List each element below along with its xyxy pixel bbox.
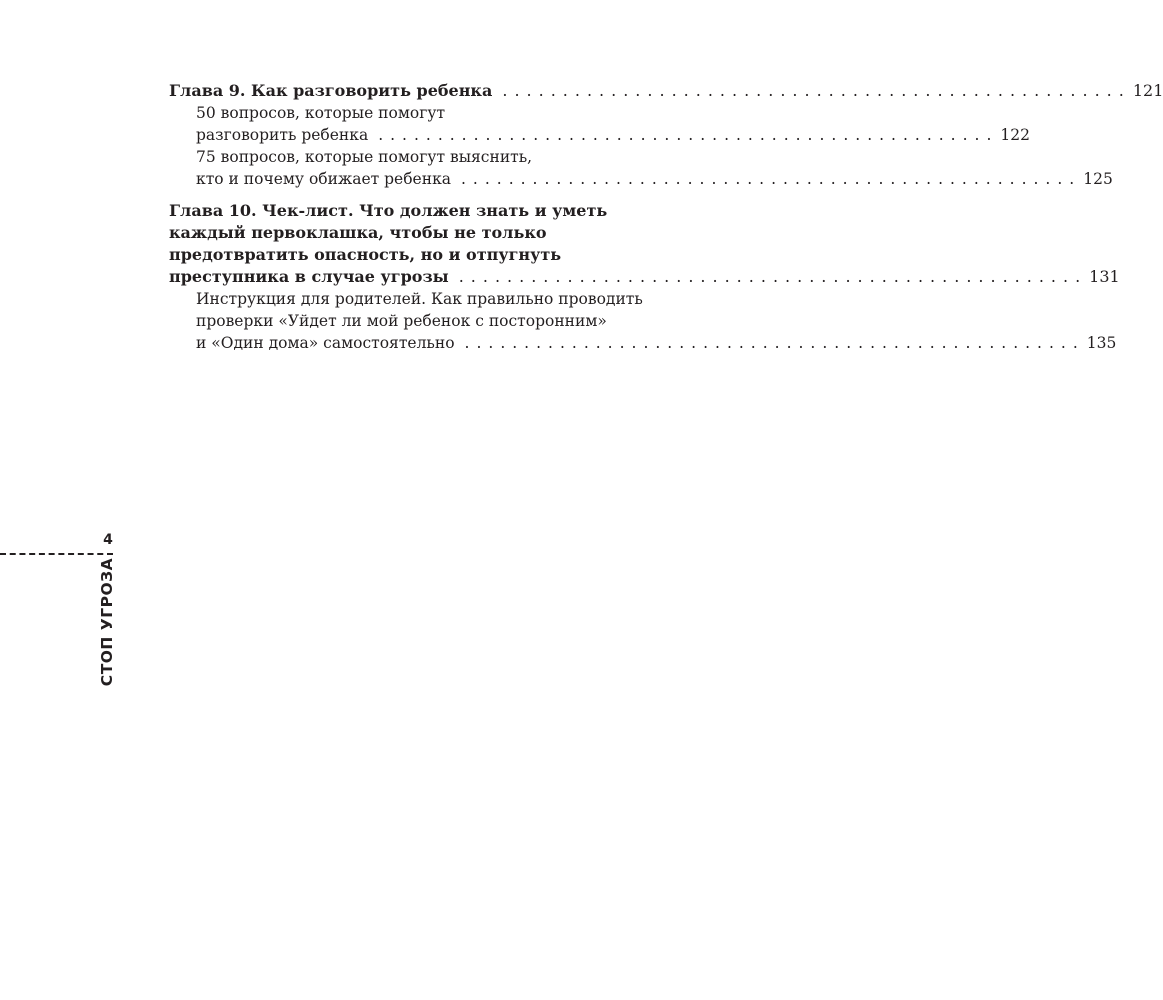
page-number: 4 bbox=[103, 532, 113, 548]
dot-leader: .................................................... bbox=[464, 334, 1085, 352]
toc-entry-chapter-9[interactable] bbox=[169, 80, 1163, 102]
page-ref: 121 bbox=[1132, 81, 1163, 100]
section-title-line: 75 вопросов, которые помогут выяснить, bbox=[196, 148, 533, 166]
toc-section-line bbox=[169, 310, 681, 332]
section-title-line: и «Один дома» самостоятельно bbox=[196, 334, 455, 352]
page-ref: 131 bbox=[1089, 267, 1120, 286]
chapter-title-line: предотвратить опасность, но и отпугнуть bbox=[169, 245, 562, 264]
running-title: СТОП УГРОЗА bbox=[98, 557, 116, 687]
section-title-line: проверки «Уйдет ли мой ребенок с посторонним» bbox=[196, 312, 607, 330]
toc-section-line bbox=[169, 288, 681, 310]
toc-entry-chapter-10[interactable] bbox=[169, 266, 1120, 288]
toc-entry-section[interactable] bbox=[169, 168, 1113, 190]
chapter-title-line: каждый первоклашка, чтобы не только bbox=[169, 223, 547, 242]
dot-leader: .................................................... bbox=[378, 126, 999, 144]
toc-section-line bbox=[169, 102, 681, 124]
chapter-title: Глава 9. Как разговорить ребенка bbox=[169, 81, 493, 100]
toc-section-line bbox=[169, 146, 681, 168]
page-ref: 135 bbox=[1086, 334, 1117, 352]
page-ref: 122 bbox=[1000, 126, 1030, 144]
margin-dashed-rule bbox=[0, 553, 113, 555]
section-title-line: кто и почему обижает ребенка bbox=[196, 170, 451, 188]
section-title-line: 50 вопросов, которые помогут bbox=[196, 104, 446, 122]
toc-entry-section[interactable] bbox=[169, 332, 1117, 354]
dot-leader: .................................................... bbox=[458, 267, 1088, 286]
table-of-contents bbox=[169, 80, 1163, 354]
chapter-title-line: Глава 10. Чек-лист. Что должен знать и уметь bbox=[169, 201, 608, 220]
section-title-line: разговорить ребенка bbox=[196, 126, 369, 144]
dot-leader: .................................................... bbox=[502, 81, 1131, 100]
toc-entry-section[interactable] bbox=[169, 124, 1030, 146]
section-title-line: Инструкция для родителей. Как правильно проводить bbox=[196, 290, 643, 308]
chapter-title: преступника в случае угрозы bbox=[169, 267, 449, 286]
page-ref: 125 bbox=[1083, 170, 1113, 188]
dot-leader: .................................................... bbox=[461, 170, 1082, 188]
